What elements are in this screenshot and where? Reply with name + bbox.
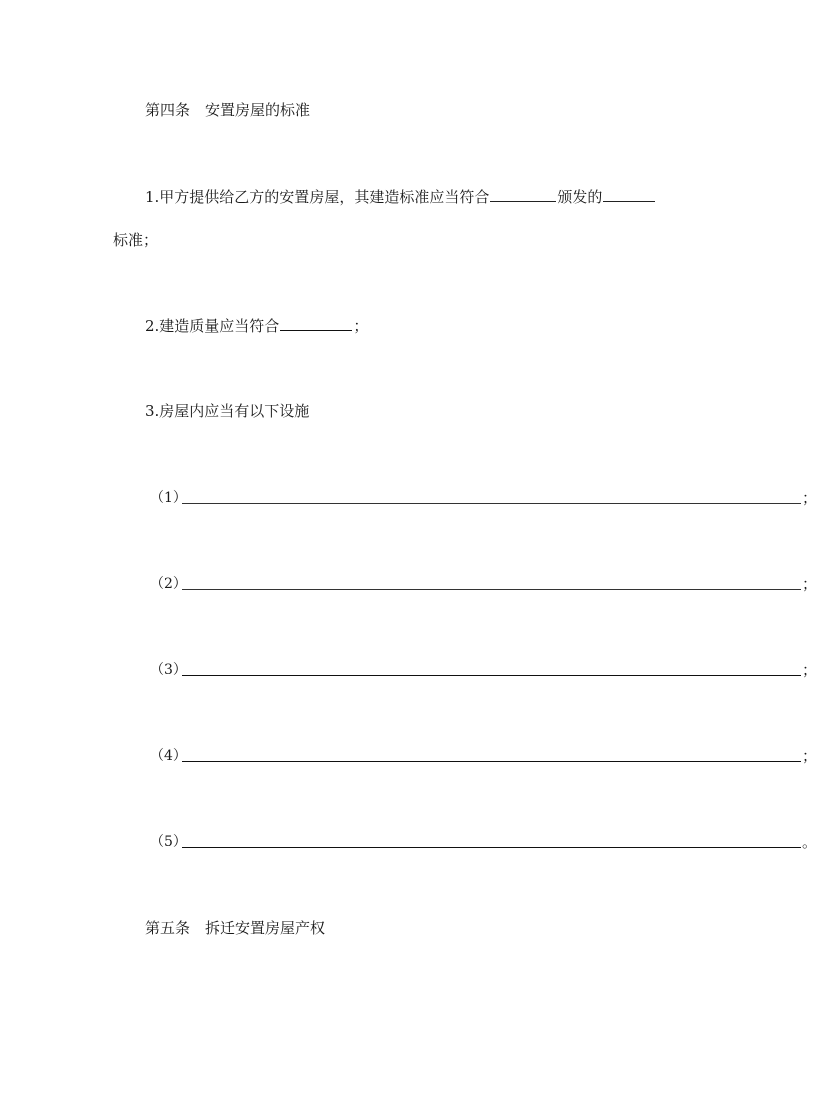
facility-end: ； [802, 575, 817, 593]
paragraph-1-text-a: 1.甲方提供给乙方的安置房屋，其建造标准应当符合 [145, 188, 490, 206]
facility-number: （3） [150, 662, 187, 678]
facility-end: ； [802, 661, 817, 679]
paragraph-1 [145, 187, 656, 207]
facility-end: ； [802, 747, 817, 765]
article-5-heading: 第五条 拆迁安置房屋产权 [145, 919, 326, 937]
facility-item [150, 660, 817, 680]
facility-number: （2） [150, 576, 187, 592]
facility-end: 。 [802, 833, 817, 851]
facility-number: （1） [150, 490, 187, 506]
issuer-blank[interactable] [490, 187, 556, 202]
paragraph-2 [145, 316, 368, 336]
facility-end: ； [802, 489, 817, 507]
standard-blank[interactable] [603, 187, 655, 202]
facility-blank[interactable] [182, 761, 801, 762]
paragraph-1-continuation: 标准； [113, 231, 159, 249]
paragraph-3: 3.房屋内应当有以下设施 [145, 402, 310, 420]
quality-blank[interactable] [280, 316, 352, 331]
paragraph-1-text-b: 颁发的 [557, 188, 603, 206]
facility-item [150, 488, 817, 508]
facility-blank[interactable] [182, 847, 801, 848]
paragraph-2-end: ； [353, 317, 369, 335]
paragraph-2-text: 2.建造质量应当符合 [145, 317, 280, 335]
article-4-heading: 第四条 安置房屋的标准 [145, 101, 311, 119]
facility-number: （4） [150, 748, 187, 764]
facility-item [150, 746, 817, 766]
facility-blank[interactable] [182, 589, 801, 590]
facility-number: （5） [150, 834, 187, 850]
facility-blank[interactable] [182, 675, 801, 676]
facility-item [150, 574, 817, 594]
facility-item [150, 832, 817, 852]
facility-blank[interactable] [182, 503, 801, 504]
